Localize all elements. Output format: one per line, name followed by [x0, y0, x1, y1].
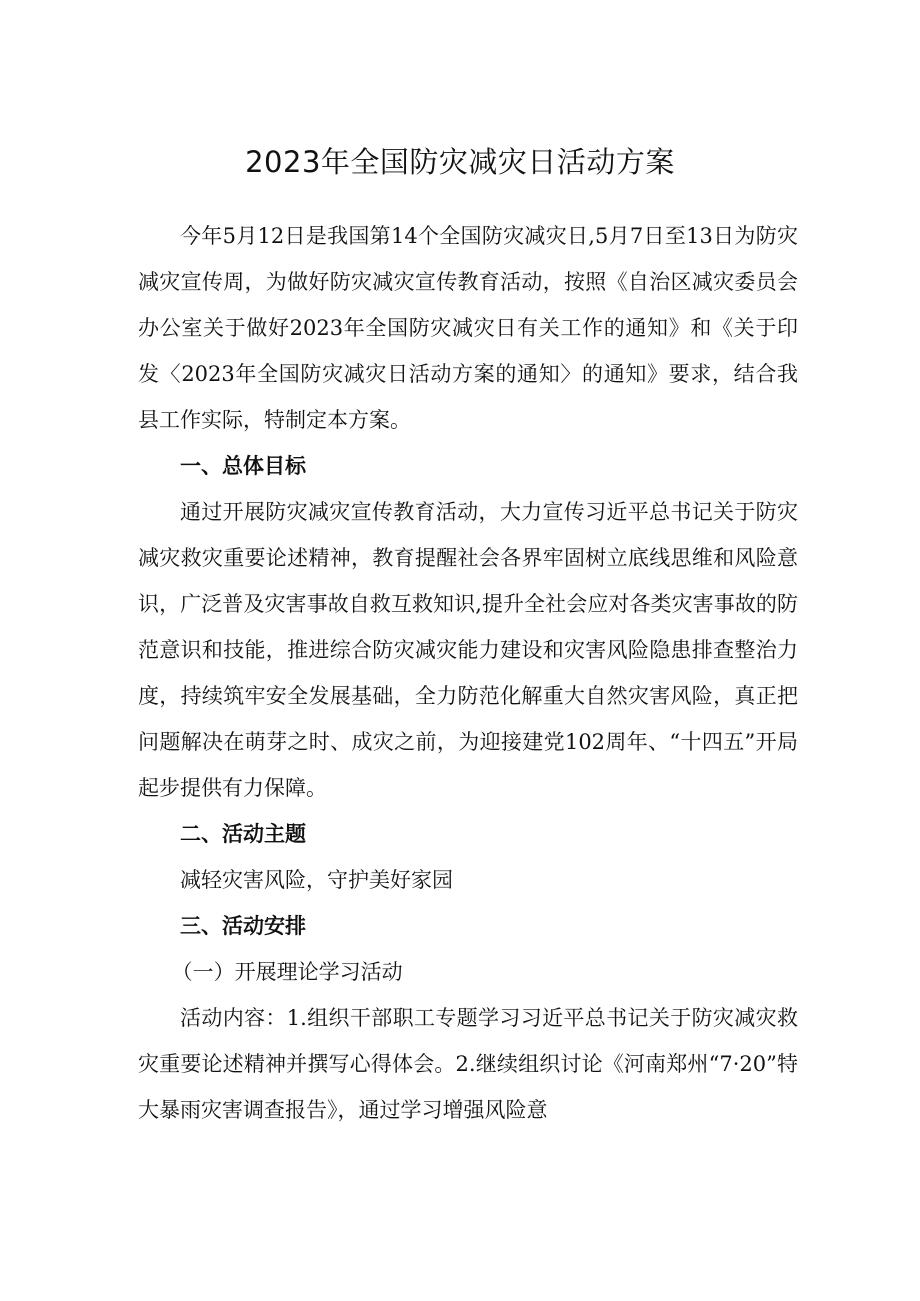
- document-body: [138, 213, 798, 1133]
- section-heading-arrangement: 三、活动安排: [180, 914, 306, 938]
- intro-paragraph: 今年5月12日是我国第14个全国防灾减灾日,5月7日至13日为防灾减灾宣传周，为做好防灾减灾宣传教育活动，按照《自治区减灾委员会办公室关于做好2023年全国防灾减灾日有关工作的通知》和《关于印发〈2023年全国防灾减灾日活动方案的通知〉的通知》要求，结合我县工作实际，特制定本方案。: [138, 224, 798, 432]
- section-text-arrangement: 活动内容：1.组织干部职工专题学习习近平总书记关于防灾减灾救灾重要论述精神并撰写心得体会。2.继续组织讨论《河南郑州“7·20”特大暴雨灾害调查报告》，通过学习增强风险意: [138, 1006, 798, 1122]
- section-heading-goal: 一、总体目标: [180, 454, 306, 478]
- document-title: 2023年全国防灾减灾日活动方案: [245, 145, 675, 179]
- section-text-goal: 通过开展防灾减灾宣传教育活动，大力宣传习近平总书记关于防灾减灾救灾重要论述精神，教育提醒社会各界牢固树立底线思维和风险意识，广泛普及灾害事故自救互救知识,提升全社会应对各类灾害事故的防范意识和技能，推进综合防灾减灾能力建设和灾害风险隐患排查整治力度，持续筑牢安全发展基础，全力防范化解重大自然灾害风险，真正把问题解决在萌芽之时、成灾之前，为迎接建党102周年、“十四五”开局起步提供有力保障。: [138, 500, 798, 800]
- subsection-heading-theory-study: （一）开展理论学习活动: [171, 960, 403, 984]
- section-heading-theme: 二、活动主题: [180, 822, 306, 846]
- section-text-theme: 减轻灾害风险，守护美好家园: [180, 868, 453, 892]
